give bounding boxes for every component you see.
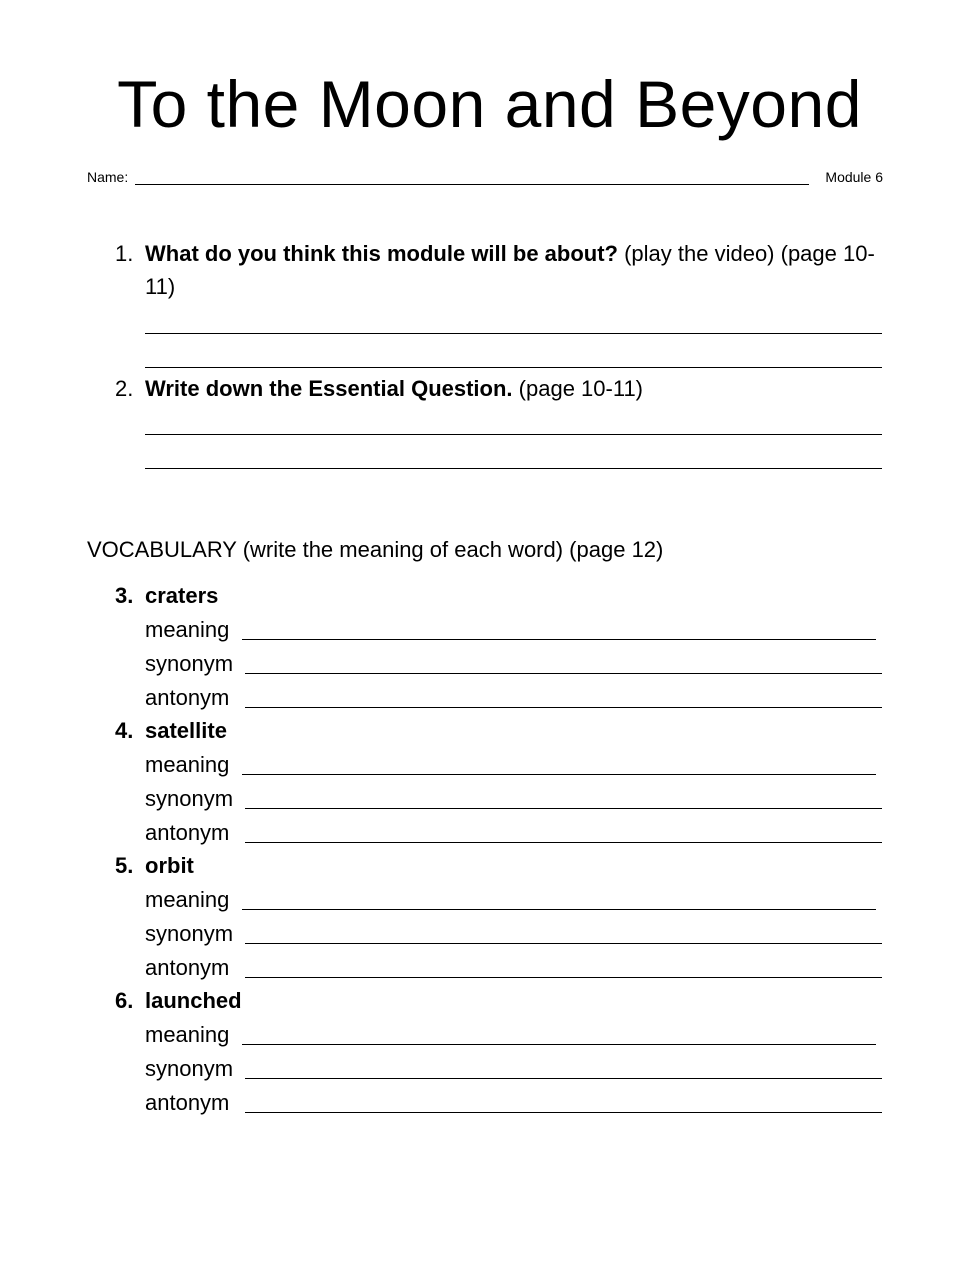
launched-antonym-field <box>145 1087 882 1119</box>
orbit-antonym-field <box>145 952 882 984</box>
vocab-word-6 <box>115 985 242 1017</box>
question-prompt-bold: Write down the Essential Question. <box>145 376 513 401</box>
vocab-number: 5. <box>115 853 134 878</box>
question-2-answer-line-2[interactable] <box>145 468 882 469</box>
name-row <box>87 167 883 187</box>
vocab-word: satellite <box>145 718 227 743</box>
synonym-answer-line[interactable] <box>245 808 882 809</box>
question-1-answer-line-1[interactable] <box>145 333 882 334</box>
vocab-word-4 <box>115 715 227 747</box>
module-label: Module 6 <box>825 169 883 185</box>
synonym-answer-line[interactable] <box>245 673 882 674</box>
antonym-answer-line[interactable] <box>245 977 882 978</box>
vocabulary-heading: VOCABULARY (write the meaning of each word) (page 12) <box>87 537 664 562</box>
question-prompt <box>145 237 890 303</box>
satellite-antonym-field <box>145 817 882 849</box>
worksheet-title: To the Moon and Beyond <box>117 67 862 141</box>
synonym-label: synonym <box>145 651 234 676</box>
meaning-label: meaning <box>145 752 230 777</box>
meaning-label: meaning <box>145 887 230 912</box>
meaning-answer-line[interactable] <box>242 909 876 910</box>
synonym-answer-line[interactable] <box>245 1078 882 1079</box>
vocab-word-3 <box>115 580 218 612</box>
name-answer-line[interactable] <box>135 184 809 185</box>
vocab-word: orbit <box>145 853 194 878</box>
antonym-label: antonym <box>145 820 230 845</box>
question-prompt <box>145 372 890 405</box>
craters-synonym-field <box>145 648 882 680</box>
synonym-label: synonym <box>145 921 234 946</box>
question-1-answer-line-2[interactable] <box>145 367 882 368</box>
synonym-answer-line[interactable] <box>245 943 882 944</box>
meaning-label: meaning <box>145 1022 230 1047</box>
meaning-answer-line[interactable] <box>242 1044 876 1045</box>
name-label: Name: <box>87 169 129 185</box>
question-prompt-note: (page 10-11) <box>512 376 643 401</box>
antonym-label: antonym <box>145 955 230 980</box>
antonym-answer-line[interactable] <box>245 707 882 708</box>
craters-antonym-field <box>145 682 882 714</box>
vocab-word: launched <box>145 988 242 1013</box>
vocab-word: craters <box>145 583 219 608</box>
antonym-label: antonym <box>145 1090 230 1115</box>
launched-synonym-field <box>145 1053 882 1085</box>
meaning-answer-line[interactable] <box>242 774 876 775</box>
question-prompt-note: (play the video) (page 10-11) <box>145 241 875 299</box>
craters-meaning-field <box>145 614 882 646</box>
question-number: 1. <box>115 241 134 266</box>
vocab-word-5 <box>115 850 194 882</box>
antonym-answer-line[interactable] <box>245 842 882 843</box>
orbit-synonym-field <box>145 918 882 950</box>
antonym-label: antonym <box>145 685 230 710</box>
vocab-number: 3. <box>115 583 134 608</box>
vocab-number: 4. <box>115 718 134 743</box>
question-number: 2. <box>115 376 134 401</box>
question-1 <box>115 237 890 303</box>
satellite-synonym-field <box>145 783 882 815</box>
satellite-meaning-field <box>145 749 882 781</box>
question-2-answer-line-1[interactable] <box>145 434 882 435</box>
orbit-meaning-field <box>145 884 882 916</box>
antonym-answer-line[interactable] <box>245 1112 882 1113</box>
vocab-number: 6. <box>115 988 134 1013</box>
launched-meaning-field <box>145 1019 882 1051</box>
synonym-label: synonym <box>145 1056 234 1081</box>
meaning-label: meaning <box>145 617 230 642</box>
question-prompt-bold: What do you think this module will be about? <box>145 241 618 266</box>
synonym-label: synonym <box>145 786 234 811</box>
question-2 <box>115 372 890 405</box>
meaning-answer-line[interactable] <box>242 639 876 640</box>
